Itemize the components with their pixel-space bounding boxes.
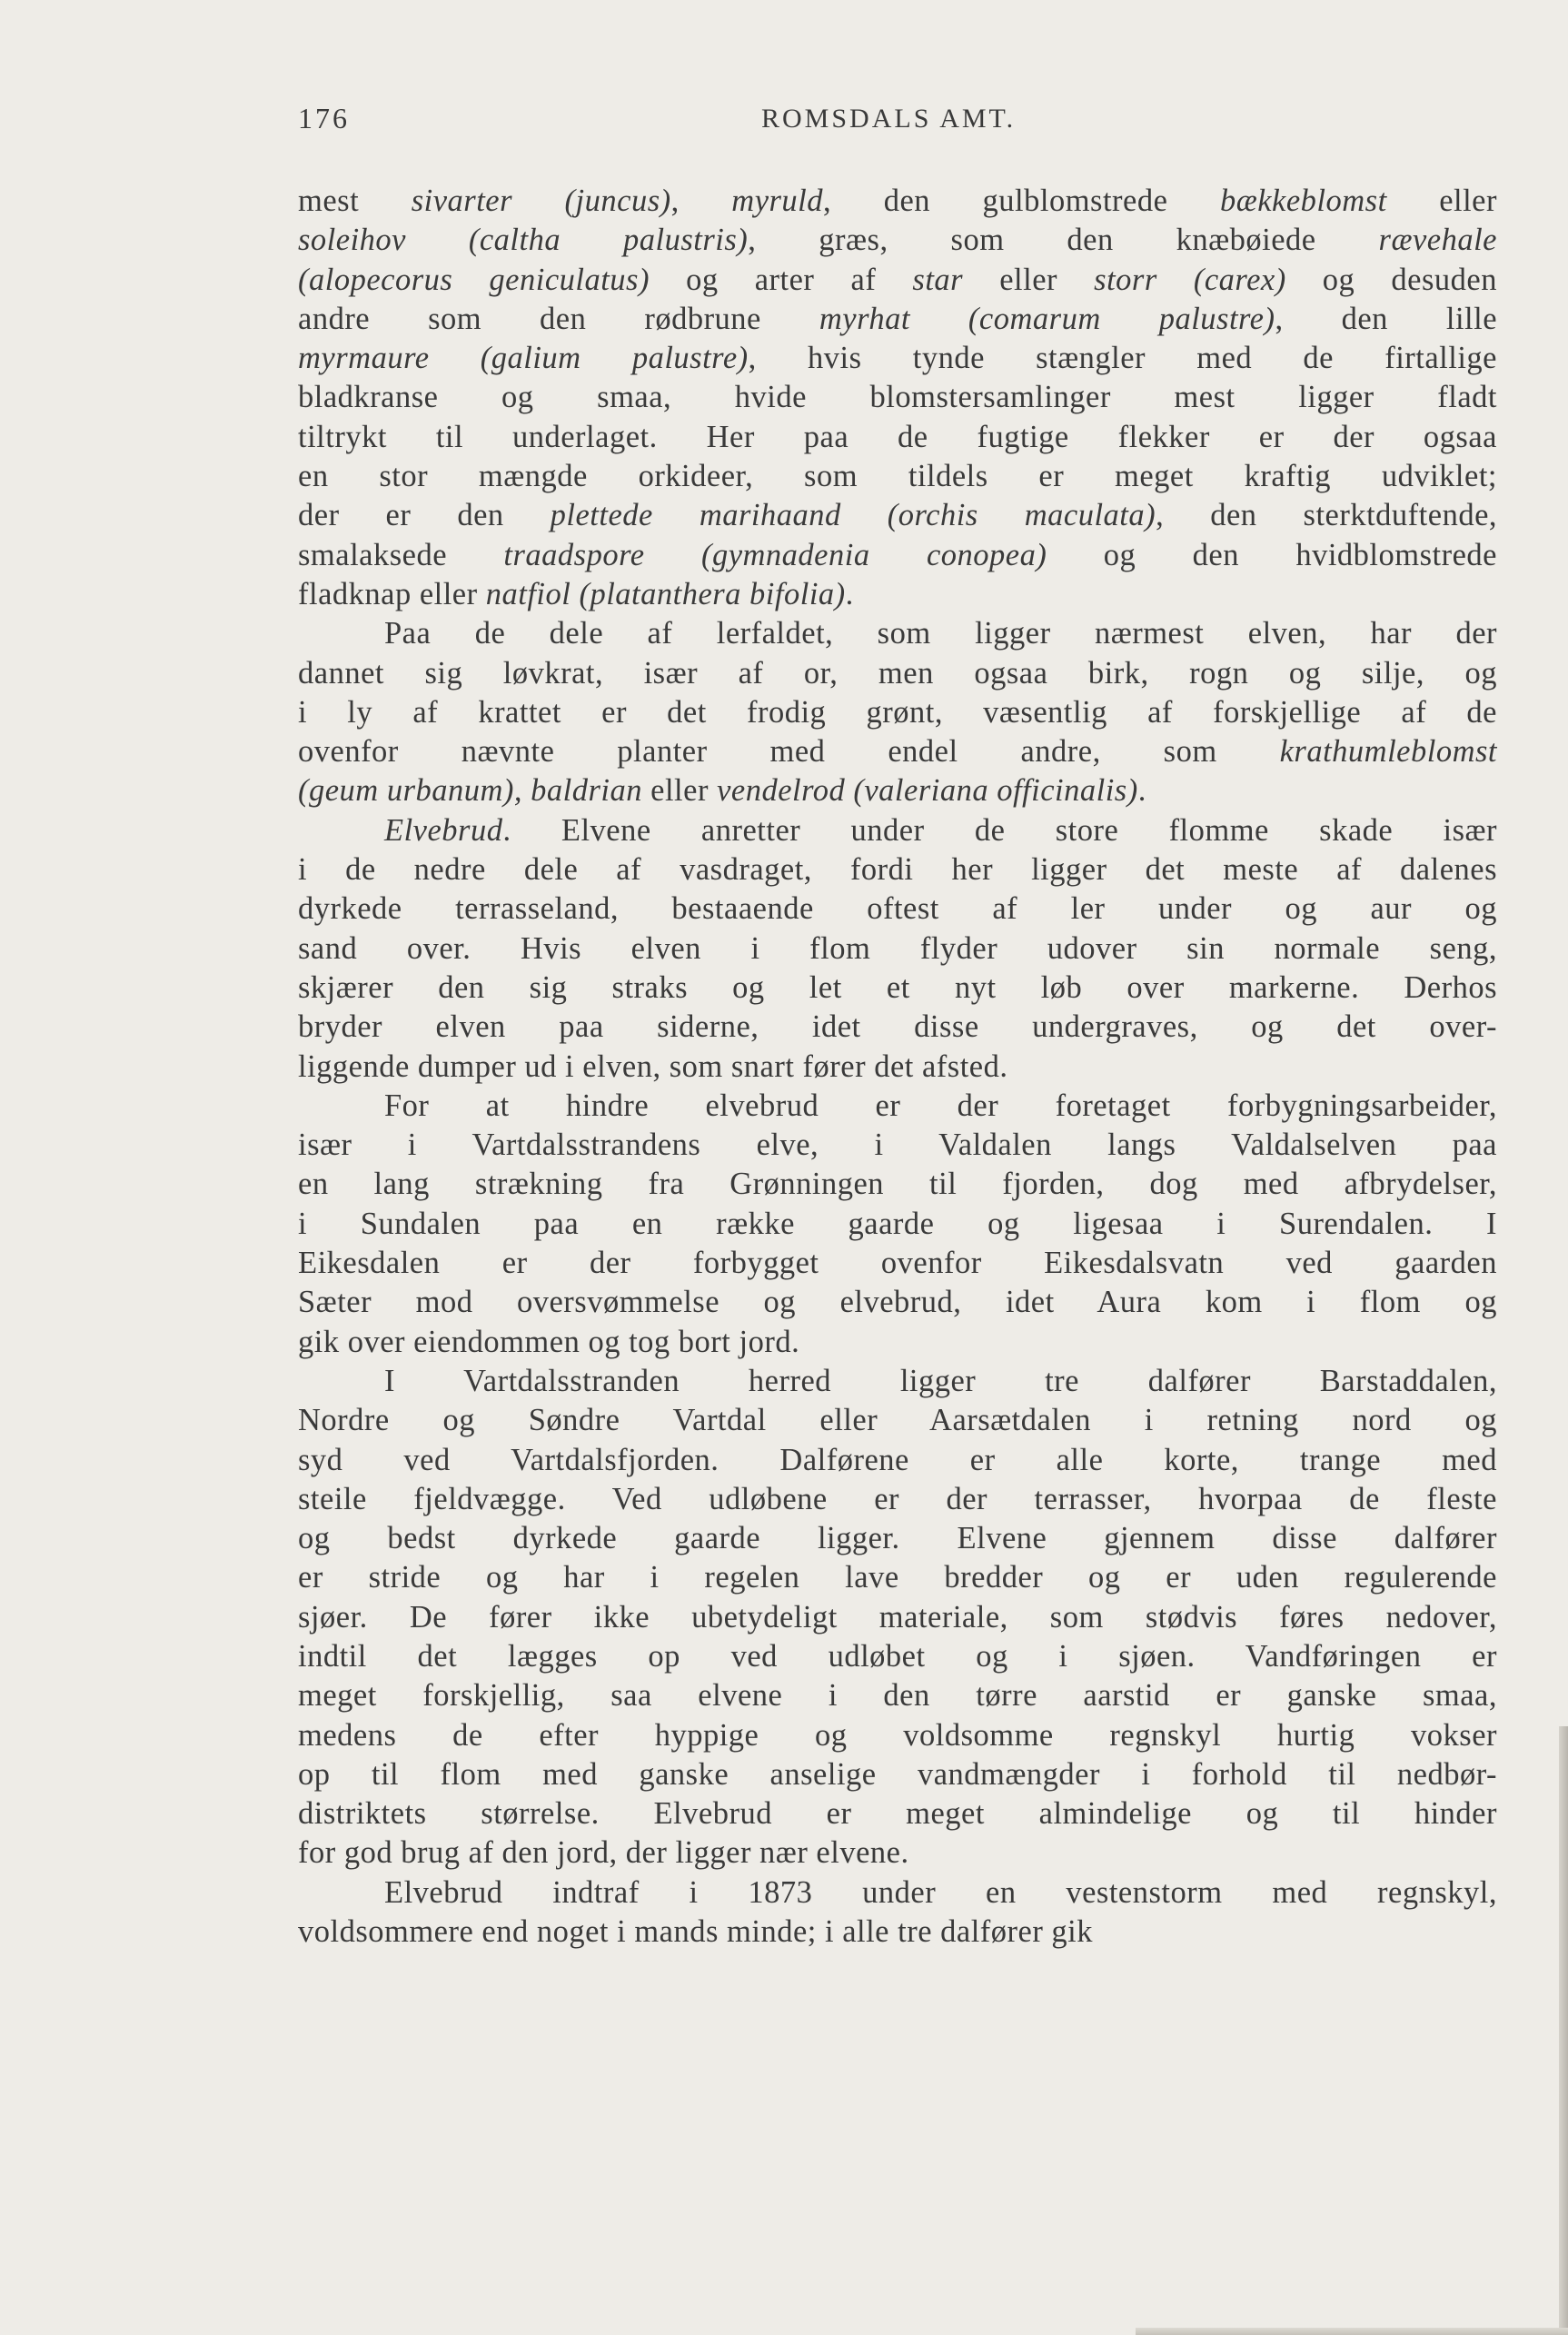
italic-text-run: storr (carex) xyxy=(1094,262,1286,297)
text-run: i de nedre dele af vasdraget, fordi her ligger det meste af dalenes xyxy=(298,852,1497,888)
text-line xyxy=(298,1637,1497,1676)
text-line xyxy=(298,1676,1497,1715)
text-line xyxy=(298,1913,1497,1952)
text-run: en lang strækning fra Grønningen til fjorden, dog med afbrydelser, xyxy=(298,1167,1497,1202)
text-line xyxy=(298,771,1497,810)
text-run: , den lille xyxy=(1275,301,1498,336)
text-line xyxy=(298,693,1497,732)
text-line xyxy=(298,1008,1497,1047)
text-line xyxy=(298,536,1497,575)
text-line xyxy=(298,1126,1497,1165)
text-run: syd ved Vartdalsfjorden. Dalførene er alle korte, trange med xyxy=(298,1442,1497,1477)
text-run: der er den xyxy=(298,498,551,533)
text-line xyxy=(298,261,1497,300)
italic-text-run: star xyxy=(912,262,964,297)
text-run: i ly af krattet er det frodig grønt, væsentlig af forskjellige af de xyxy=(298,694,1497,730)
text-run: sand over. Hvis elven i flom flyder udover sin normale seng, xyxy=(298,930,1497,966)
text-run: . xyxy=(1137,773,1146,809)
text-run: tiltrykt til underlaget. Her paa de fugtige flekker er der ogsaa xyxy=(298,419,1497,454)
text-run: voldsommere end noget i mands minde; i alle tre dalfører gik xyxy=(298,1914,1094,1950)
text-run: liggende dumper ud i elven, som snart fører det afsted. xyxy=(298,1048,1008,1084)
text-run: Eikesdalen er der forbygget ovenfor Eikesdalsvatn ved gaarden xyxy=(298,1246,1497,1281)
text-run: er stride og har i regelen lave bredder og er uden regulerende xyxy=(298,1560,1497,1595)
page-number: 176 xyxy=(298,102,350,134)
text-run: Nordre og Søndre Vartdal eller Aarsætdalen i retning nord og xyxy=(298,1403,1497,1438)
text-line xyxy=(298,1755,1497,1794)
italic-text-run: myruld xyxy=(731,184,824,218)
text-run: ovenfor nævnte planter med endel andre, som xyxy=(298,734,1280,770)
text-line xyxy=(298,1323,1497,1362)
text-run: I Vartdalsstranden herred ligger tre dalfører Barstaddalen, xyxy=(384,1363,1497,1398)
text-run: . Elvene anretter under de store flomme skade især xyxy=(502,812,1497,848)
text-line xyxy=(298,457,1497,496)
text-line xyxy=(298,575,1497,614)
text-run: , hvis tynde stængler med de firtallige xyxy=(748,341,1497,376)
text-run: , den gulblomstrede xyxy=(823,184,1220,218)
text-line xyxy=(298,1362,1497,1401)
text-run: dyrkede terrasseland, bestaaende oftest af ler under og aur og xyxy=(298,891,1497,927)
italic-text-run: Elvebrud xyxy=(384,812,503,848)
text-run: steile fjeldvægge. Ved udløbene er der terrasser, hvorpaa de fleste xyxy=(298,1481,1497,1516)
text-line xyxy=(298,378,1497,417)
text-line xyxy=(298,889,1497,929)
text-run: for god brug af den jord, der ligger nær elvene. xyxy=(298,1835,909,1871)
text-run: bladkranse og smaa, hvide blomstersamlinger mest ligger fladt xyxy=(298,380,1497,415)
text-run: mest xyxy=(298,184,412,218)
text-run: Elvebrud indtraf i 1873 under en vestenstorm med regnskyl, xyxy=(384,1874,1497,1910)
text-line xyxy=(298,811,1497,850)
text-line xyxy=(298,300,1497,339)
text-run: og den hvidblomstrede xyxy=(1047,537,1497,572)
italic-text-run: (geum urbanum), baldrian xyxy=(298,773,643,809)
italic-text-run: krathumleblomst xyxy=(1279,734,1497,770)
text-run: medens de efter hyppige og voldsomme regnskyl hurtig vokser xyxy=(298,1717,1497,1753)
running-head: ROMSDALS AMT. xyxy=(761,104,1017,134)
page-edge-shadow xyxy=(1559,1726,1568,2335)
text-line xyxy=(298,1283,1497,1322)
text-line xyxy=(298,654,1497,693)
text-run: og arter af xyxy=(649,262,913,297)
italic-text-run: bækkeblomst xyxy=(1219,184,1387,218)
text-line xyxy=(298,1558,1497,1597)
text-line xyxy=(298,418,1497,457)
text-line xyxy=(298,1165,1497,1204)
text-run: sjøer. De fører ikke ubetydeligt materiale, som stødvis føres nedover, xyxy=(298,1599,1497,1634)
text-run: skjærer den sig straks og let et nyt løb over markerne. Derhos xyxy=(298,969,1497,1005)
text-line xyxy=(298,496,1497,535)
text-line xyxy=(298,1833,1497,1873)
text-line xyxy=(298,182,1497,221)
text-line xyxy=(298,1794,1497,1833)
text-line xyxy=(298,732,1497,771)
text-run: og desuden xyxy=(1285,262,1497,297)
text-run: især i Vartdalsstrandens elve, i Valdalen langs Valdalselven paa xyxy=(298,1128,1497,1163)
text-line xyxy=(298,1873,1497,1913)
italic-text-run: rævehale xyxy=(1378,223,1497,258)
text-line xyxy=(298,339,1497,378)
text-run: fladknap eller xyxy=(298,576,486,611)
text-run: og bedst dyrkede gaarde ligger. Elvene gjennem disse dalfører xyxy=(298,1521,1497,1556)
text-run: , den sterktduftende, xyxy=(1156,498,1498,533)
text-run: Paa de dele af lerfaldet, som ligger nærmest elven, har der xyxy=(384,616,1497,651)
text-line xyxy=(298,221,1497,260)
page-header xyxy=(298,102,1497,147)
text-line xyxy=(298,1401,1497,1440)
text-run: smalaksede xyxy=(298,537,504,572)
text-run: en stor mængde orkideer, som tildels er meget kraftig udviklet; xyxy=(298,459,1497,494)
text-run: , græs, som den knæbøiede xyxy=(748,223,1379,258)
text-run: For at hindre elvebrud er der foretaget forbygningsarbeider, xyxy=(384,1088,1497,1123)
page-bottom-shadow xyxy=(1136,2328,1568,2335)
text-run: meget forskjellig, saa elvene i den tørre aarstid er ganske smaa, xyxy=(298,1678,1497,1714)
italic-text-run: myrhat (comarum palustre) xyxy=(819,301,1275,336)
text-run: distriktets størrelse. Elvebrud er meget almindelige og til hinder xyxy=(298,1796,1497,1832)
text-run: andre som den rødbrune xyxy=(298,301,819,336)
text-line xyxy=(298,929,1497,969)
text-run: op til flom med ganske anselige vandmængder i forhold til nedbør- xyxy=(298,1756,1497,1792)
text-run: Sæter mod oversvømmelse og elvebrud, idet Aura kom i flom og xyxy=(298,1285,1497,1320)
text-run: gik over eiendommen og tog bort jord. xyxy=(298,1324,800,1359)
text-line xyxy=(298,1205,1497,1244)
italic-text-run: plettede marihaand (orchis maculata) xyxy=(550,498,1156,533)
italic-text-run: sivarter (juncus) xyxy=(411,184,671,218)
text-run: indtil det lægges op ved udløbet og i sjøen. Vandføringen er xyxy=(298,1638,1497,1674)
text-run: eller xyxy=(963,262,1095,297)
text-line xyxy=(298,850,1497,889)
italic-text-run: (alopecorus geniculatus) xyxy=(298,262,650,297)
text-line xyxy=(298,1087,1497,1126)
italic-text-run: traadspore (gymnadenia conopea) xyxy=(503,537,1047,572)
text-run: bryder elven paa siderne, idet disse undergraves, og det over- xyxy=(298,1009,1497,1045)
italic-text-run: vendelrod (valeriana officinalis) xyxy=(717,773,1138,809)
text-run: i Sundalen paa en række gaarde og ligesaa i Surendalen. I xyxy=(298,1206,1497,1241)
italic-text-run: natfiol (platanthera bifolia) xyxy=(485,576,846,611)
text-line xyxy=(298,1716,1497,1755)
body-text xyxy=(298,182,1497,1952)
text-run: eller xyxy=(642,773,718,809)
text-run: , xyxy=(670,184,732,218)
text-run: eller xyxy=(1386,184,1497,218)
text-line xyxy=(298,1480,1497,1519)
text-line xyxy=(298,1598,1497,1637)
text-line xyxy=(298,1244,1497,1283)
italic-text-run: myrmaure (galium palustre) xyxy=(298,341,749,376)
text-line xyxy=(298,1048,1497,1087)
text-line xyxy=(298,1519,1497,1558)
text-run: dannet sig løvkrat, især af or, men ogsaa birk, rogn og silje, og xyxy=(298,655,1497,691)
text-line xyxy=(298,969,1497,1008)
italic-text-run: soleihov (caltha palustris) xyxy=(298,223,749,258)
text-run: . xyxy=(845,576,854,611)
text-line xyxy=(298,1441,1497,1480)
text-line xyxy=(298,614,1497,653)
